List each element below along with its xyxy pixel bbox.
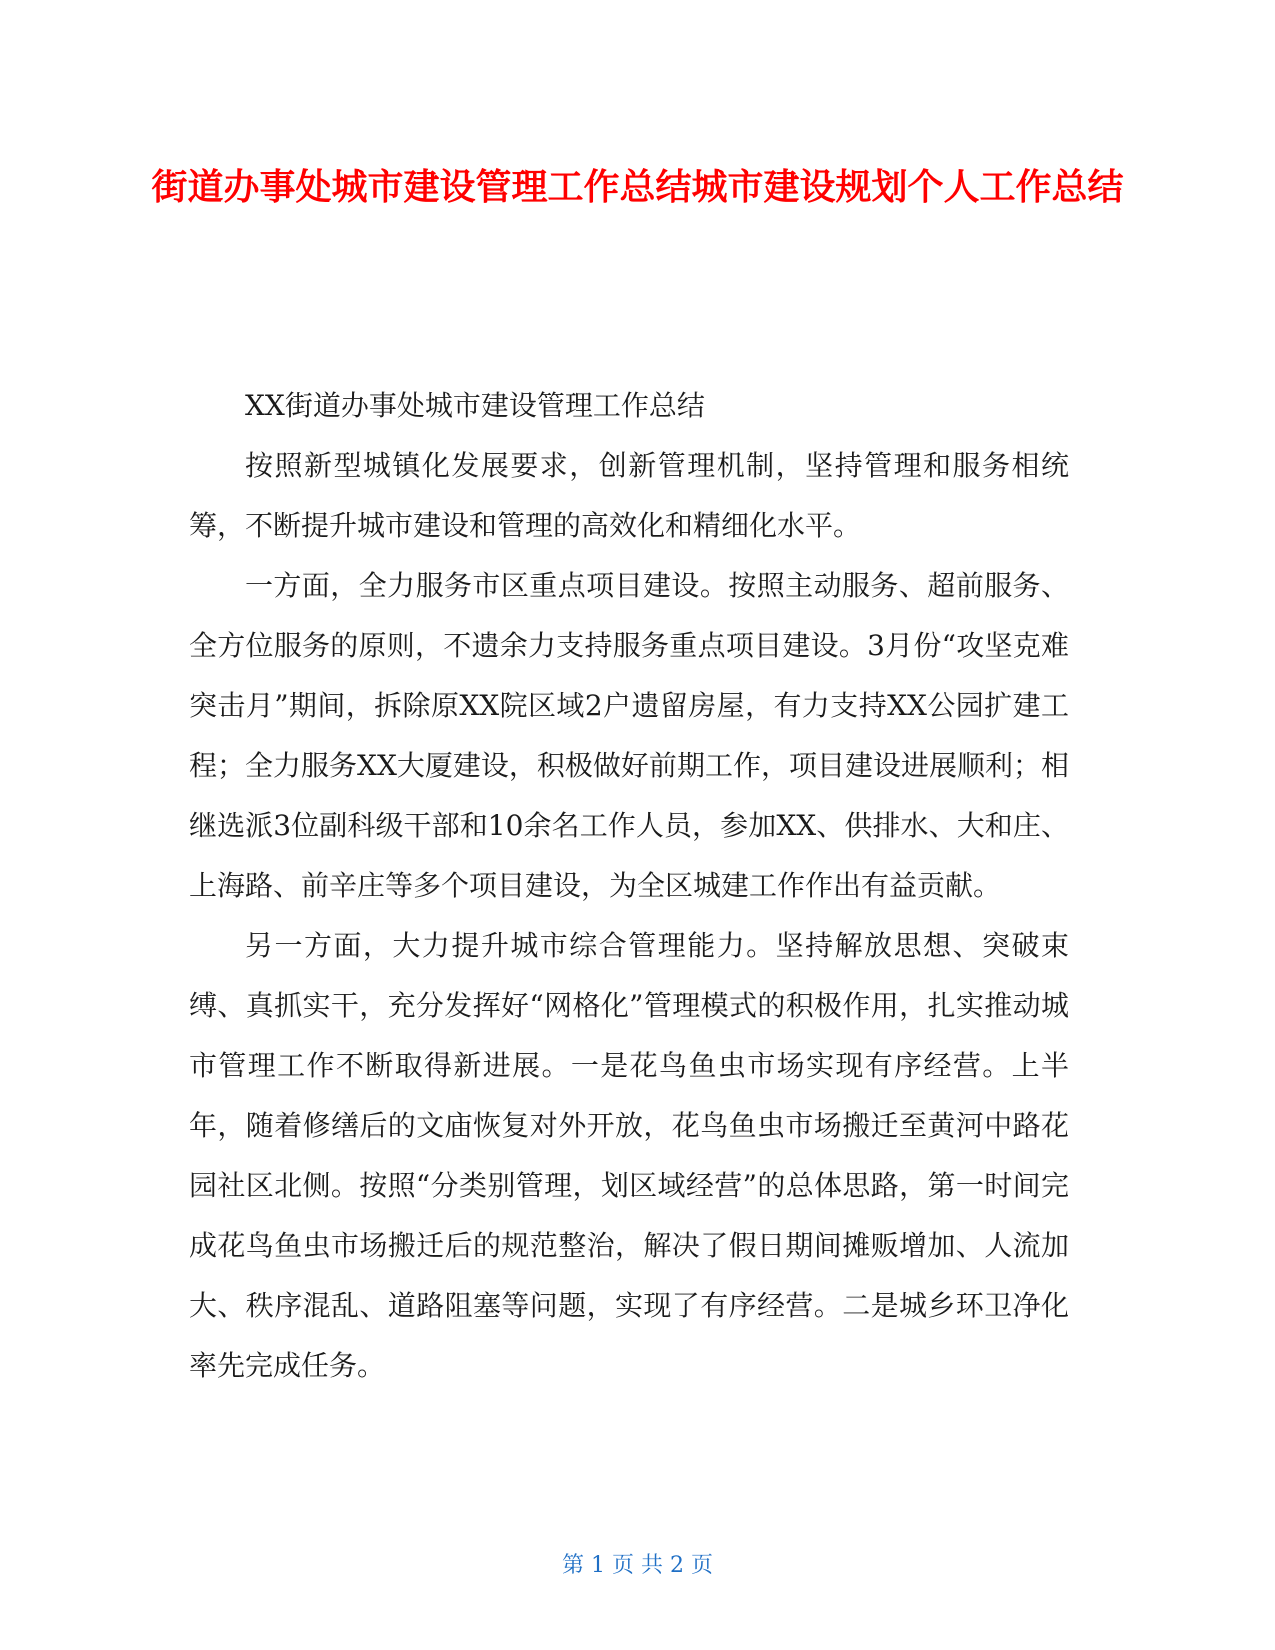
paragraph-management: 另一方面，大力提升城市综合管理能力。坚持解放思想、突破束缚、真抓实干，充分发挥好“网格化”管理模式的积极作用，扎实推动城市管理工作不断取得新进展。一是花鸟鱼虫市场实现有序经营。上半年，随着修缮后的文庙恢复对外开放，花鸟鱼虫市场搬迁至黄河中路花园社区北侧。按照“分类别管理，划区域经营”的总体思路，第一时间完成花鸟鱼虫市场搬迁后的规范整治，解决了假日期间摊贩增加、人流加大、秩序混乱、道路阻塞等问题，实现了有序经营。二是城乡环卫净化率先完成任务。 <box>189 929 1069 1382</box>
paragraph-projects: 一方面，全力服务市区重点项目建设。按照主动服务、超前服务、全方位服务的原则，不遗余力支持服务重点项目建设。3月份“攻坚克难突击月”期间，拆除原XX院区域2户遗留房屋，有力支持XX公园扩建工程；全力服务XX大厦建设，积极做好前期工作，项目建设进展顺利；相继选派3位副科级干部和10余名工作人员，参加XX、供排水、大和庄、上海路、前辛庄等多个项目建设，为全区城建工作作出有益贡献。 <box>189 569 1069 902</box>
document-body <box>189 376 1069 1396</box>
page-number-footer <box>0 1548 1275 1579</box>
document-title: 街道办事处城市建设管理工作总结城市建设规划个人工作总结 <box>151 167 1124 208</box>
paragraph-subtitle: XX街道办事处城市建设管理工作总结 <box>245 389 705 422</box>
paragraph-intro: 按照新型城镇化发展要求，创新管理机制，坚持管理和服务相统筹，不断提升城市建设和管理的高效化和精细化水平。 <box>189 449 1069 542</box>
page-number-text: 第 1 页 共 2 页 <box>562 1553 713 1578</box>
